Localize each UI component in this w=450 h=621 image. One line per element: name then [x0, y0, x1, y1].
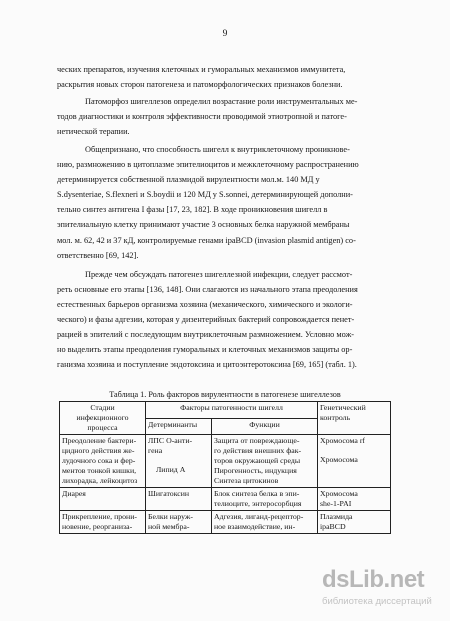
- header-determinants: Детерминанты: [146, 418, 212, 435]
- header-genetic: Генетический контроль: [318, 402, 391, 435]
- cell-stage: Преодоление бактери- цидного действия же- лудочного сока и фер- ментов тонкой кишки, лихорадка, лейкоцитоз: [60, 435, 146, 488]
- text-line: S.dysenteriae, S.flexneri и S.boydii и 120 МД у S.sonnei, детерминирующей дополни-: [57, 190, 353, 199]
- text-line: ческого) и фазы адгезии, которая у дизентерийных бактерий сопровождается пенет-: [57, 315, 355, 324]
- table-caption: Таблица 1. Роль факторов вирулентности в патогенезе шигеллезов: [109, 390, 341, 399]
- cell-functions: Блок синтеза белка в эпи- телиоците, энтеросорбция: [212, 488, 318, 511]
- watermark: [322, 566, 444, 612]
- cell-determinant: Белки наруж- ной мембра-: [146, 511, 212, 534]
- text-line: Патоморфоз шигеллезов определил возрастание роли инструментальных ме-: [85, 97, 358, 106]
- text-line: тодов диагностики и контроля эффективности проводимой этиотропной и патоге-: [57, 112, 347, 121]
- table-row: [60, 435, 391, 488]
- cell-determinant: Шигатоксин: [146, 488, 212, 511]
- page-number: 9: [222, 29, 228, 39]
- text-line: нию, размножению в цитоплазме эпителиоцитов и межклеточному распространению: [57, 160, 359, 169]
- text-line: мол. м. 62, 42 и 37 кД, контролируемые генами ipaBCD (invasion plasmid antigen) со-: [57, 236, 356, 245]
- text-line: реть основные его этапы [136, 148]. Они слагаются из начального этапа преодоления: [57, 285, 358, 294]
- cell-genetic: Плазмида ipaBCD: [318, 511, 391, 534]
- text-line: Общепризнано, что способность шигелл к внутриклеточному проникнове-: [85, 145, 350, 154]
- text-line: рацией в эпителий с последующим внутриклеточным размножением. Условно мож-: [57, 330, 355, 339]
- text-line: но выделить этапы преодоления гуморальных и клеточных механизмов защиты ор-: [57, 345, 353, 354]
- table-header-row: [60, 402, 391, 419]
- cell-determinant: ЛПС О-анти- гена Липид А: [146, 435, 212, 488]
- cell-stage: Прикрепление, прони- новение, реорганиза-: [60, 511, 146, 534]
- cell-genetic: Хромосома she-1-PAI: [318, 488, 391, 511]
- text-line: детерминируется собственной плазмидой вирулентности мол.м. 140 МД у: [57, 175, 320, 184]
- watermark-subtitle: библиотека диссертаций: [322, 596, 432, 607]
- text-line: естественных барьеров организма хозяина (механического, химического и экологи-: [57, 300, 353, 309]
- watermark-logo: dsLib.net: [322, 566, 425, 593]
- header-factors: Факторы патогенности шигелл: [146, 402, 318, 419]
- text-line: раскрытия новых сторон патогенеза и патоморфологических признаков болезни.: [57, 80, 343, 89]
- cell-functions: Защита от повреждающе- го действия внешних фак- торов окружающей среды Пирогенность, индукция Синтеза цитокинов: [212, 435, 318, 488]
- cell-stage: Диарея: [60, 488, 146, 511]
- table-row: [60, 511, 391, 534]
- text-line: ганизма хозяина и поступление эндотоксина и цитоэнтеротоксина [69, 165] (табл. 1).: [57, 360, 357, 369]
- text-line: ческих препаратов, изучения клеточных и гуморальных механизмов иммунитета,: [57, 65, 346, 74]
- text-line: ответственно [69, 142].: [57, 251, 139, 260]
- table-row: [60, 488, 391, 511]
- cell-genetic: Хромосома rf Хромосома: [318, 435, 391, 488]
- text-line: тельно синтез антигена I фазы [17, 23, 182]. В ходе проникновения шигелл в: [57, 205, 328, 214]
- cell-functions: Адгезия, лиганд-рецептор- ное взаимодействие, ин-: [212, 511, 318, 534]
- text-line: нетической терапии.: [57, 127, 130, 136]
- virulence-factors-table: [59, 401, 391, 534]
- header-stage: Стадии инфекционного процесса: [60, 402, 146, 435]
- header-functions: Функции: [212, 418, 318, 435]
- text-line: эпителиальную клетку принимают участие 3 основных белка наружной мембраны: [57, 220, 350, 229]
- text-line: Прежде чем обсуждать патогенез шигеллезной инфекции, следует рассмот-: [85, 270, 353, 279]
